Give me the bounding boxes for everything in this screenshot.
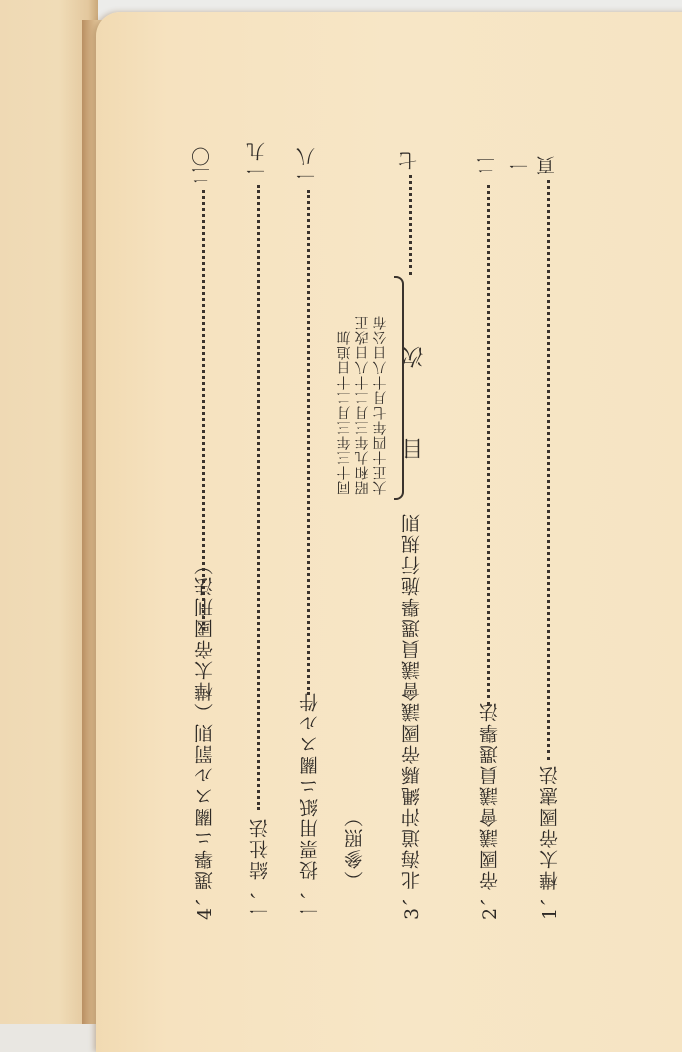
entry-3-page: 七 [398,151,420,170]
reference-label: （參照） [344,806,366,890]
entry-3-note-1: 大正十四年七月十八日公布 [372,315,389,495]
entry-3-note-3: 同十三年三月二十日追加 [336,330,353,495]
entry-1-title: 樺太帝國憲法 [539,764,561,890]
entry-5-page: 一九 [246,142,268,180]
entry-5-title: 結社法 [249,817,271,880]
entry-3-brace [394,276,404,500]
entry-6-title: 選擧ニ關スル罰則（樺太帝國刑法） [194,554,216,890]
entry-1-leader [547,180,550,760]
entry-5-number: 一、 [249,878,271,920]
entry-3-note-2: 昭和九年三月二十八日改正 [354,315,371,495]
entry-1-number: 1、 [539,884,561,920]
entry-1-page: 一頁 [509,156,558,175]
entry-6-number: 4、 [194,884,216,920]
entry-6-page: 二〇 [191,147,213,185]
entry-2-leader [487,185,490,705]
entry-3-leader [409,175,412,275]
entry-5-leader [257,185,260,810]
entry-6-leader [202,190,205,630]
entry-4-leader [307,190,310,695]
entry-3-title: 北海道沖縄縣帝國議會議員選擧施行規則 [401,512,423,890]
entry-4-page: 一八 [296,147,318,185]
toc-heading: 目次 [402,276,427,460]
entry-4-title: 投票用紙ニ關スル件 [299,691,321,880]
entry-2-number: 2、 [479,884,501,920]
entry-2-page: 二 [476,156,498,175]
entry-2-title: 帝國議會議員選擧法 [479,701,501,890]
entry-3-number: 3、 [401,884,423,920]
entry-4-number: 一、 [299,878,321,920]
table-of-contents [150,140,570,920]
